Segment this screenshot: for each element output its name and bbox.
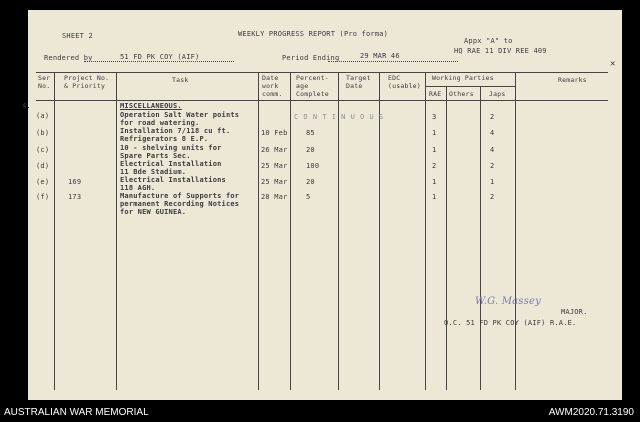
col-header-percentage: Percent- age Complete xyxy=(296,74,329,98)
period-dotted-line xyxy=(328,61,458,62)
appendix-label: Appx "A" to xyxy=(464,37,513,45)
row-e-rae: 1 xyxy=(432,178,437,186)
row-a-task-2: for road watering. xyxy=(120,119,200,127)
row-c-task-1: 10 - shelving units for xyxy=(120,144,222,152)
row-e-percent: 20 xyxy=(306,178,315,186)
row-f-date: 28 Mar xyxy=(261,193,288,201)
row-e-date: 25 Mar xyxy=(261,178,288,186)
col-header-working-parties: Working Parties xyxy=(432,74,494,82)
row-c-rae: 1 xyxy=(432,146,437,154)
col-header-others: Others xyxy=(449,90,474,98)
table-top-rule xyxy=(36,72,608,73)
col-rule-3 xyxy=(258,72,259,390)
rendered-by-value: 51 FD PK COY (AIF) xyxy=(120,53,200,61)
col-header-japs: Japs xyxy=(489,90,506,98)
col-header-target: Target Date xyxy=(346,74,371,90)
reference-number: HQ RAE 11 DIV REE 409 xyxy=(454,47,547,55)
row-a-status: C O N T I N U O U S xyxy=(294,113,384,121)
working-parties-rule xyxy=(425,86,515,87)
row-a-ser: (a) xyxy=(36,112,50,120)
period-ending-label: Period Ending xyxy=(282,54,340,62)
row-f-ser: (f) xyxy=(36,193,50,201)
row-f-rae: 1 xyxy=(432,193,437,201)
col-rule-2 xyxy=(116,72,117,390)
row-e-project: 169 xyxy=(68,178,82,186)
col-rule-1 xyxy=(54,72,55,390)
rendered-by-label: Rendered by xyxy=(44,54,93,62)
col-rule-9 xyxy=(480,86,481,390)
row-e-japs: 1 xyxy=(490,178,495,186)
archive-footer-left: AUSTRALIAN WAR MEMORIAL xyxy=(4,407,149,418)
row-c-percent: 20 xyxy=(306,146,315,154)
section-number: 4. xyxy=(22,102,31,110)
row-d-rae: 2 xyxy=(432,162,437,170)
signatory-title: O.C. 51 FD PK COY (AIF) R.A.E. xyxy=(444,319,577,327)
period-ending-value: 29 MAR 46 xyxy=(360,52,400,60)
col-header-rae: RAE xyxy=(429,90,442,98)
row-b-task-2: Refrigerators 8 E.P. xyxy=(120,135,209,143)
row-a-japs: 2 xyxy=(490,113,495,121)
col-header-edc: EDC (usable) xyxy=(388,74,421,90)
row-b-rae: 1 xyxy=(432,129,437,137)
row-a-rae: 3 xyxy=(432,113,437,121)
row-e-task-2: 118 AGH. xyxy=(120,184,156,192)
col-rule-4 xyxy=(290,72,291,390)
row-e-ser: (e) xyxy=(36,178,50,186)
row-c-japs: 4 xyxy=(490,146,495,154)
row-d-date: 25 Mar xyxy=(261,162,288,170)
row-d-ser: (d) xyxy=(36,162,50,170)
row-c-ser: (c) xyxy=(36,146,50,154)
document-sheet xyxy=(22,10,622,400)
col-header-remarks: Remarks xyxy=(558,76,587,84)
row-f-project: 173 xyxy=(68,193,82,201)
row-b-ser: (b) xyxy=(36,129,50,137)
handwritten-signature: W.G. Massey xyxy=(475,296,541,307)
col-header-task: Task xyxy=(172,76,189,84)
row-c-task-2: Spare Parts Sec. xyxy=(120,152,191,160)
row-f-japs: 2 xyxy=(490,193,495,201)
corner-mark: ✕ xyxy=(610,59,616,69)
section-heading: MISCELLANEOUS. xyxy=(120,102,182,110)
col-rule-7 xyxy=(425,72,426,390)
row-b-japs: 4 xyxy=(490,129,495,137)
row-e-task-1: Electrical Installations xyxy=(120,176,226,184)
signatory-rank: MAJOR. xyxy=(561,308,588,316)
row-d-percent: 100 xyxy=(306,162,320,170)
row-f-task-1: Manufacture of Supports for xyxy=(120,192,240,200)
row-f-percent: 5 xyxy=(306,193,311,201)
col-header-ser-no: Ser No. xyxy=(38,74,51,90)
row-d-task-1: Electrical Installation xyxy=(120,160,222,168)
row-f-task-3: for NEW GUINEA. xyxy=(120,208,187,216)
report-title: WEEKLY PROGRESS REPORT (Pro forma) xyxy=(238,30,389,38)
row-b-percent: 85 xyxy=(306,129,315,137)
row-f-task-2: permanent Recording Notices xyxy=(120,200,240,208)
col-header-project: Project No. & Priority xyxy=(64,74,110,90)
sheet-number: SHEET 2 xyxy=(62,32,93,40)
row-d-task-2: 11 Bde Stadium. xyxy=(120,168,187,176)
row-c-date: 26 Mar xyxy=(261,146,288,154)
archive-footer-right: AWM2020.71.3190 xyxy=(548,407,634,418)
row-b-task-1: Installation 7/118 cu ft. xyxy=(120,127,231,135)
col-rule-8 xyxy=(446,86,447,390)
col-rule-10 xyxy=(515,72,516,390)
row-b-date: 10 Feb xyxy=(261,129,288,137)
col-header-date-work: Date work comm. xyxy=(262,74,283,98)
table-header-rule xyxy=(36,100,608,101)
row-d-japs: 2 xyxy=(490,162,495,170)
rendered-by-dotted-line xyxy=(84,61,234,62)
row-a-task-1: Operation Salt Water points xyxy=(120,111,240,119)
